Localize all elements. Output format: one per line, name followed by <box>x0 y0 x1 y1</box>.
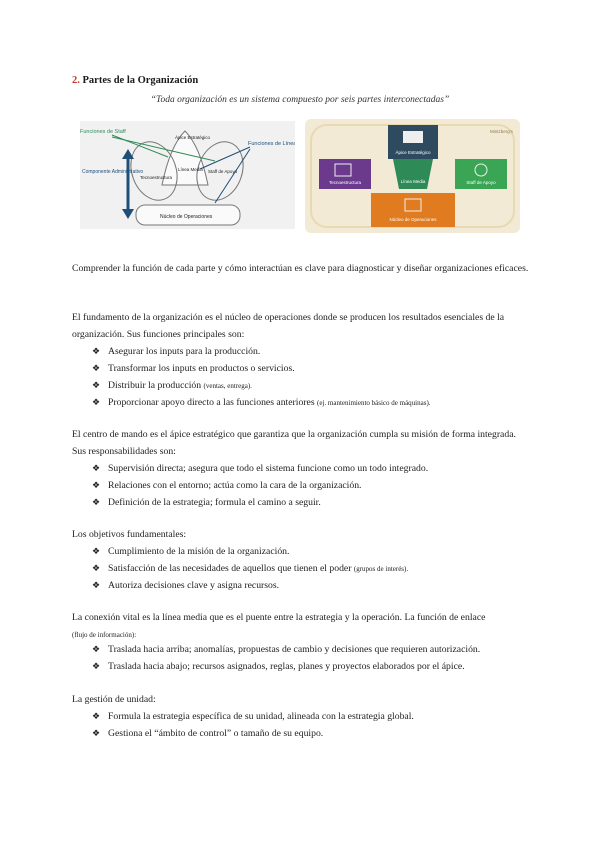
bullet-icon: ❖ <box>92 380 101 390</box>
list-item: ❖ Cumplimiento de la misión de la organización. <box>92 543 408 560</box>
label-corner: Mintzberg's <box>490 129 513 134</box>
structure-diagram-svg <box>80 121 295 229</box>
list-item: ❖ Traslada hacia abajo; recursos asignados, reglas, planes y proyectos elaborados por el ápice. <box>92 658 480 675</box>
model-staff-label: Staff de Apoyo <box>466 180 496 185</box>
label-line-functions: Funciones de Línea <box>248 141 295 147</box>
objectives-paragraph: Los objetivos fundamentales: <box>72 529 187 540</box>
model-apex-label: Ápice Estratégico <box>395 150 431 155</box>
section-title: Partes de la Organización <box>82 75 199 86</box>
unit-list <box>92 708 414 742</box>
list-item: ❖ Autoriza decisiones clave y asigna recursos. <box>92 577 408 594</box>
bullet-icon: ❖ <box>92 397 101 407</box>
list-item: ❖ Formula la estrategia específica de su unidad, alineada con la estrategia global. <box>92 708 414 725</box>
middle-paragraph: La conexión vital es la línea media que es el puente entre la estrategia y la operación. La función de enlace (flujo de información): <box>72 612 486 639</box>
figure-structure-diagram <box>80 121 295 229</box>
bullet-icon: ❖ <box>92 346 101 356</box>
model-core-label: Núcleo de Operaciones <box>389 217 437 222</box>
model-middle-label: Línea Media <box>400 179 426 184</box>
list-item: ❖ Asegurar los inputs para la producción. <box>92 343 431 360</box>
list-item: ❖ Transformar los inputs en productos o servicios. <box>92 360 431 377</box>
bullet-icon: ❖ <box>92 661 101 671</box>
apex-list <box>92 460 428 511</box>
bullet-icon: ❖ <box>92 563 101 573</box>
middle-list <box>92 641 480 675</box>
mintzberg-model-svg <box>305 119 520 233</box>
label-apex: Ápice Estratégico <box>175 135 211 140</box>
list-item: ❖ Gestiona el “ámbito de control” o tamaño de su equipo. <box>92 725 414 742</box>
label-support-staff: Staff de Apoyo <box>208 169 238 174</box>
section-heading <box>72 75 198 86</box>
section-number: 2. <box>72 75 80 86</box>
bullet-icon: ❖ <box>92 728 101 738</box>
core-list <box>92 343 431 411</box>
list-item: ❖ Definición de la estrategia; formula el camino a seguir. <box>92 494 428 511</box>
list-item: ❖ Proporcionar apoyo directo a las funciones anteriores (ej. mantenimiento básico de máquinas). <box>92 394 431 411</box>
list-item: ❖ Relaciones con el entorno; actúa como la cara de la organización. <box>92 477 428 494</box>
bullet-icon: ❖ <box>92 463 101 473</box>
label-support: Funciones de Staff <box>80 129 126 135</box>
apex-paragraph: El centro de mando es el ápice estratégico que garantiza que la organización cumpla su misión de forma integrada. Sus responsabilidades son: <box>72 429 516 457</box>
bullet-icon: ❖ <box>92 363 101 373</box>
unit-paragraph: La gestión de unidad: <box>72 694 156 705</box>
list-item: ❖ Satisfacción de las necesidades de aquellos que tienen el poder (grupos de interés). <box>92 560 408 577</box>
core-paragraph: El fundamento de la organización es el núcleo de operaciones donde se producen los resultados esenciales de la organización. Sus funciones principales son: <box>72 312 505 340</box>
bullet-icon: ❖ <box>92 580 101 590</box>
model-techno-label: Tecnoestructura <box>328 180 362 185</box>
label-admin: Componente Administrativo <box>82 169 144 175</box>
bullet-icon: ❖ <box>92 497 101 507</box>
bullet-icon: ❖ <box>92 644 101 654</box>
bullet-icon: ❖ <box>92 546 101 556</box>
bullet-icon: ❖ <box>92 480 101 490</box>
list-item: ❖ Distribuir la producción (ventas, entrega). <box>92 377 431 394</box>
section-quote: “Toda organización es un sistema compuesto por seis partes interconectadas” <box>150 95 450 105</box>
list-item: ❖ Supervisión directa; asegura que todo el sistema funcione como un todo integrado. <box>92 460 428 477</box>
label-technostructure: Tecnoestructura <box>140 175 173 180</box>
figure-mintzberg-model <box>305 119 520 233</box>
bullet-icon: ❖ <box>92 711 101 721</box>
label-middle-line: Línea Media <box>178 167 203 172</box>
label-core: Núcleo de Operaciones <box>160 214 213 220</box>
list-item: ❖ Traslada hacia arriba; anomalías, propuestas de cambio y decisiones que requieren autorización. <box>92 641 480 658</box>
intro-paragraph: Comprender la función de cada parte y cómo interactúan es clave para diagnosticar y diseñar organizaciones eficaces. <box>72 263 529 274</box>
objectives-list <box>92 543 408 594</box>
